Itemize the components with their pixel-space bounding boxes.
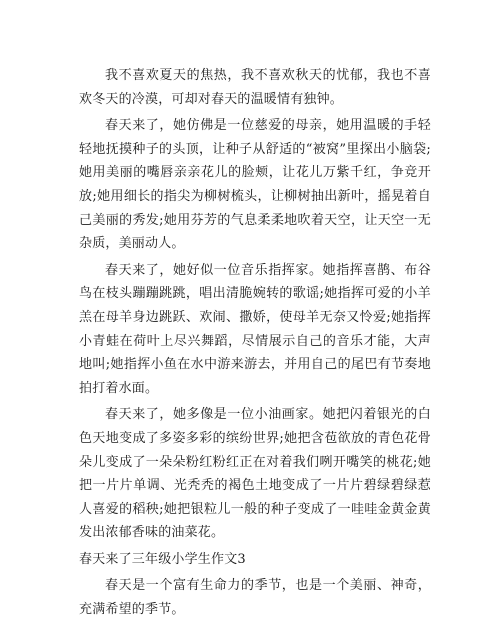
paragraph-conductor: 春天来了，她好似一位音乐指挥家。她指挥喜鹊、布谷鸟在枝头蹦蹦跳跳，唱出清脆婉转的歌谣;她指挥可爱的小羊羔在母羊身边跳跃、欢闹、撒娇，使母羊无奈又怜爱;她指挥小青蛙在荷叶上尽兴舞蹈，尽情展示自己的音乐才能，大声地叫;她指挥小鱼在水中游来游去，并用自己的尾巴有节奏地拍打着水面。	[79, 262, 431, 396]
document-page	[79, 64, 431, 625]
paragraph-mother: 春天来了，她仿佛是一位慈爱的母亲，她用温暖的手轻轻地抚摸种子的头顶，让种子从舒适的“被窝”里探出小脑袋;她用美丽的嘴唇亲亲花儿的脸颊，让花儿万紫千红，争竞开放;她用细长的指尖为柳树梳头，让柳树抽出新叶，摇晃着自己美丽的秀发;她用芬芳的气息柔柔地吹着天空，让天空一无杂质，美丽动人。	[79, 118, 431, 252]
paragraph-painter: 春天来了，她多像是一位小油画家。她把闪着银光的白色天地变成了多姿多彩的缤纷世界;她把含苞欲放的青色花骨朵儿变成了一朵朵粉红粉红正在对着我们咧开嘴笑的桃花;她把一片片单调、光秃秃的褐色土地变成了一片片碧绿碧绿惹人喜爱的稻秧;她把银粒儿一般的种子变成了一哇哇金黄金黄发出浓郁香味的油菜花。	[79, 407, 431, 541]
paragraph-next-essay: 春天是一个富有生命力的季节，也是一个美丽、神奇，充满希望的季节。	[79, 578, 431, 618]
paragraph-intro: 我不喜欢夏天的焦热，我不喜欢秋天的忧郁，我也不喜欢冬天的冷漠，可却对春天的温暖情有独钟。	[79, 68, 431, 107]
essay-title: 春天来了三年级小学生作文3	[79, 551, 246, 567]
